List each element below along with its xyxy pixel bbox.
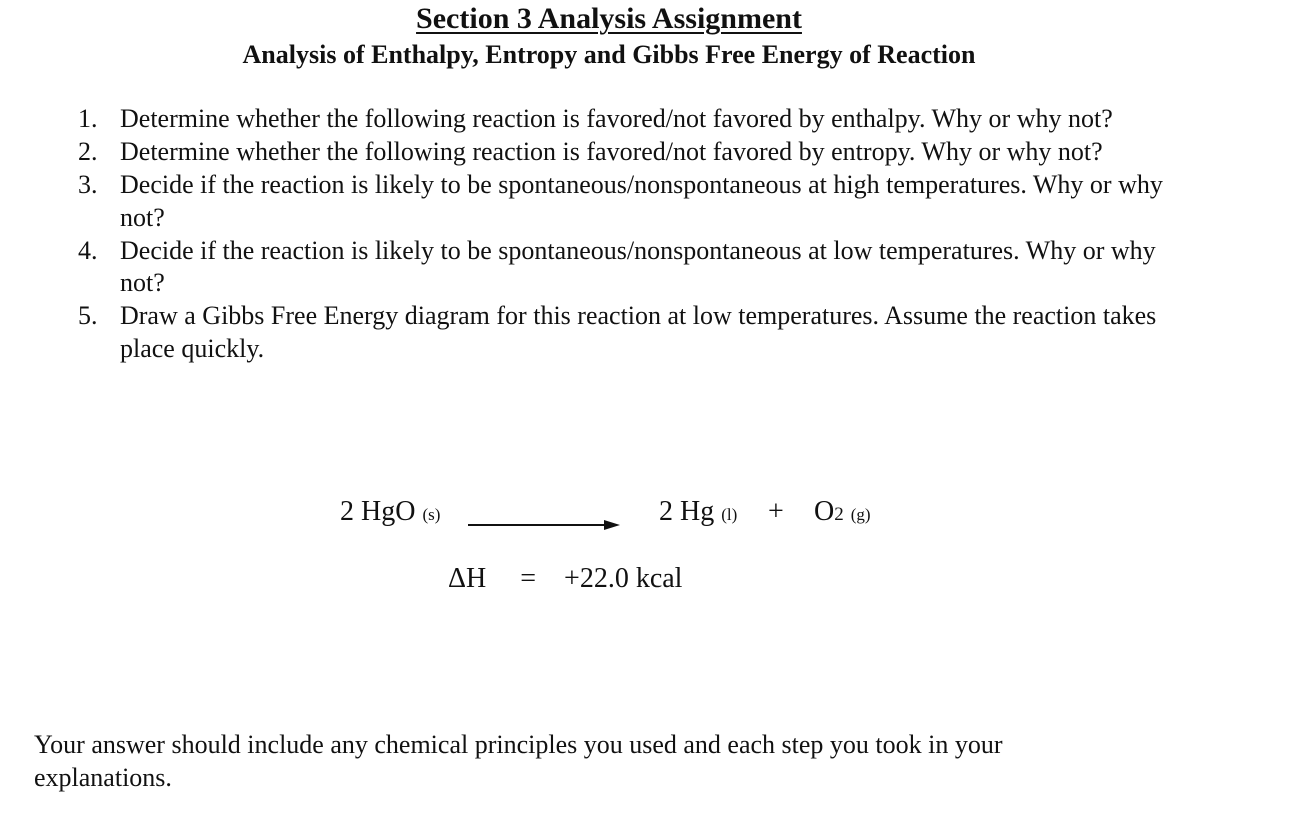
question-number: 4. — [78, 235, 98, 265]
enthalpy-line — [448, 563, 682, 595]
question-number: 5. — [78, 301, 98, 330]
product-o2 — [814, 496, 871, 528]
delta-h-symbol: ΔH — [448, 563, 487, 594]
plus-sign: + — [768, 496, 784, 527]
question-item-3 — [0, 169, 1300, 234]
question-list — [0, 103, 1300, 366]
product-hg — [659, 496, 737, 528]
reactant-hgo — [340, 496, 440, 528]
answer-instructions: Your answer should include any chemical principles you used and each step you took in your explanations. — [34, 730, 1003, 792]
reaction-arrow-icon — [468, 519, 620, 531]
question-number: 1. — [78, 104, 98, 133]
product1-formula: 2 Hg — [659, 496, 715, 527]
product1-state: (l) — [721, 505, 738, 524]
question-item-5 — [0, 300, 1300, 365]
question-text: Decide if the reaction is likely to be spontaneous/nonspontaneous at low temperatures. Why or why not? — [120, 235, 1156, 297]
page-subtitle: Analysis of Enthalpy, Entropy and Gibbs Free Energy of Reaction — [242, 40, 976, 69]
reactant-state: (s) — [422, 505, 441, 524]
product2-formula: O — [814, 496, 835, 527]
product2-subscript: 2 — [834, 504, 844, 525]
page-title: Section 3 Analysis Assignment — [416, 2, 802, 35]
question-text: Decide if the reaction is likely to be spontaneous/nonspontaneous at high temperatures. Why or why not? — [120, 170, 1163, 232]
question-number: 3. — [78, 170, 98, 199]
question-text: Draw a Gibbs Free Energy diagram for this reaction at low temperatures. Assume the reaction takes place quickly. — [120, 301, 1157, 363]
chemical-equation — [0, 496, 1300, 542]
product2-state: (g) — [850, 505, 871, 524]
question-item-1 — [0, 103, 1300, 136]
question-text: Determine whether the following reaction is favored/not favored by enthalpy. Why or why not? — [120, 104, 1113, 133]
enthalpy-value: +22.0 kcal — [564, 563, 683, 594]
question-text: Determine whether the following reaction is favored/not favored by entropy. Why or why not? — [120, 137, 1103, 166]
question-number: 2. — [78, 137, 98, 166]
equals-sign: = — [520, 563, 537, 594]
question-item-2 — [0, 136, 1300, 169]
question-item-4 — [0, 235, 1300, 300]
reactant-formula: 2 HgO — [340, 496, 416, 527]
